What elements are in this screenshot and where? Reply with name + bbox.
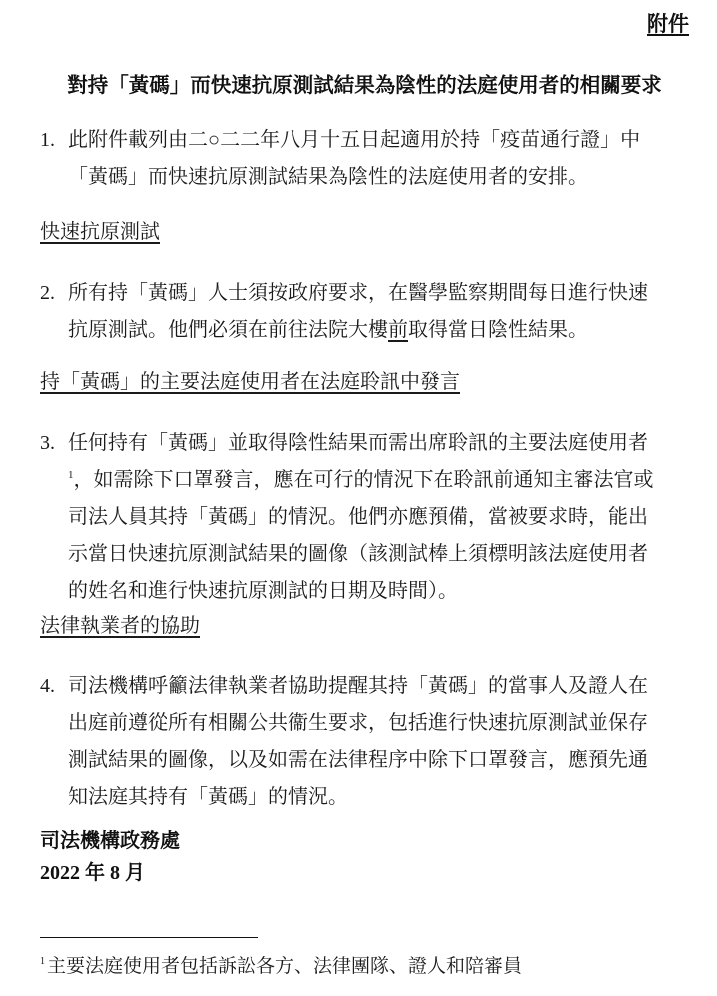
paragraph-text: 示當日快速抗原測試結果的圖像（該測試棒上須標明該法庭使用者 [68, 543, 648, 565]
footnote-text: 主要法庭使用者包括訴訟各方、法律團隊、證人和陪審員 [47, 956, 523, 977]
footnote-marker: 1 [40, 956, 45, 967]
paragraph-text: ，如需除下口罩發言，應在可行的情況下在聆訊前通知主審法官或 [73, 469, 654, 491]
paragraph-text: 司法機構呼籲法律執業者協助提醒其持「黃碼」的當事人及證人在 [68, 675, 648, 697]
section-heading-rat: 快速抗原測試 [40, 221, 160, 243]
paragraph-text: 出庭前遵從所有相關公共衞生要求，包括進行快速抗原測試並保存 [68, 712, 648, 734]
paragraph-number: 1. [40, 129, 55, 151]
section-heading-speaking: 持「黃碼」的主要法庭使用者在法庭聆訊中發言 [40, 371, 460, 393]
document-title: 對持「黃碼」而快速抗原測試結果為陰性的法庭使用者的相關要求 [67, 74, 662, 97]
paragraph-text: 所有持「黃碼」人士須按政府要求，在醫學監察期間每日進行快速 [68, 282, 648, 304]
footnote-divider [40, 937, 258, 938]
paragraph-text: 司法人員其持「黃碼」的情況。他們亦應預備，當被要求時，能出 [68, 506, 648, 528]
paragraph-text: 取得當日陰性結果。 [408, 319, 588, 341]
paragraph-text: 的姓名和進行快速抗原測試的日期及時間）。 [68, 580, 458, 602]
footnote [40, 951, 522, 978]
paragraph-text: 任何持有「黃碼」並取得陰性結果而需出席聆訊的主要法庭使用者 [68, 432, 648, 454]
emphasized-word: 前 [388, 319, 408, 341]
section-heading-legal-practitioners: 法律執業者的協助 [40, 615, 200, 637]
signature-department: 司法機構政務處 [40, 830, 180, 852]
paragraph-number: 2. [40, 282, 55, 304]
paragraph-text: 抗原測試。他們必須在前往法院大樓 [68, 319, 388, 341]
paragraph-text: 此附件載列由二○二二年八月十五日起適用於持「疫苗通行證」中 [68, 129, 641, 151]
paragraph-text: 測試結果的圖像，以及如需在法律程序中除下口罩發言，應預先通 [68, 749, 648, 771]
paragraph-number: 4. [40, 675, 55, 697]
paragraph-text: 「黃碼」而快速抗原測試結果為陰性的法庭使用者的安排。 [68, 166, 588, 188]
paragraph-number: 3. [40, 432, 55, 454]
paragraph-4 [40, 668, 700, 816]
paragraph-1 [40, 122, 700, 196]
paragraph-text: 知法庭其持有「黃碼」的情況。 [68, 786, 348, 808]
paragraph-2 [40, 275, 700, 349]
footnote-reference[interactable]: 1 [68, 469, 74, 481]
signature-date: 2022 年 8 月 [40, 862, 145, 884]
annex-label: 附件 [647, 13, 689, 36]
paragraph-3 [40, 425, 700, 610]
